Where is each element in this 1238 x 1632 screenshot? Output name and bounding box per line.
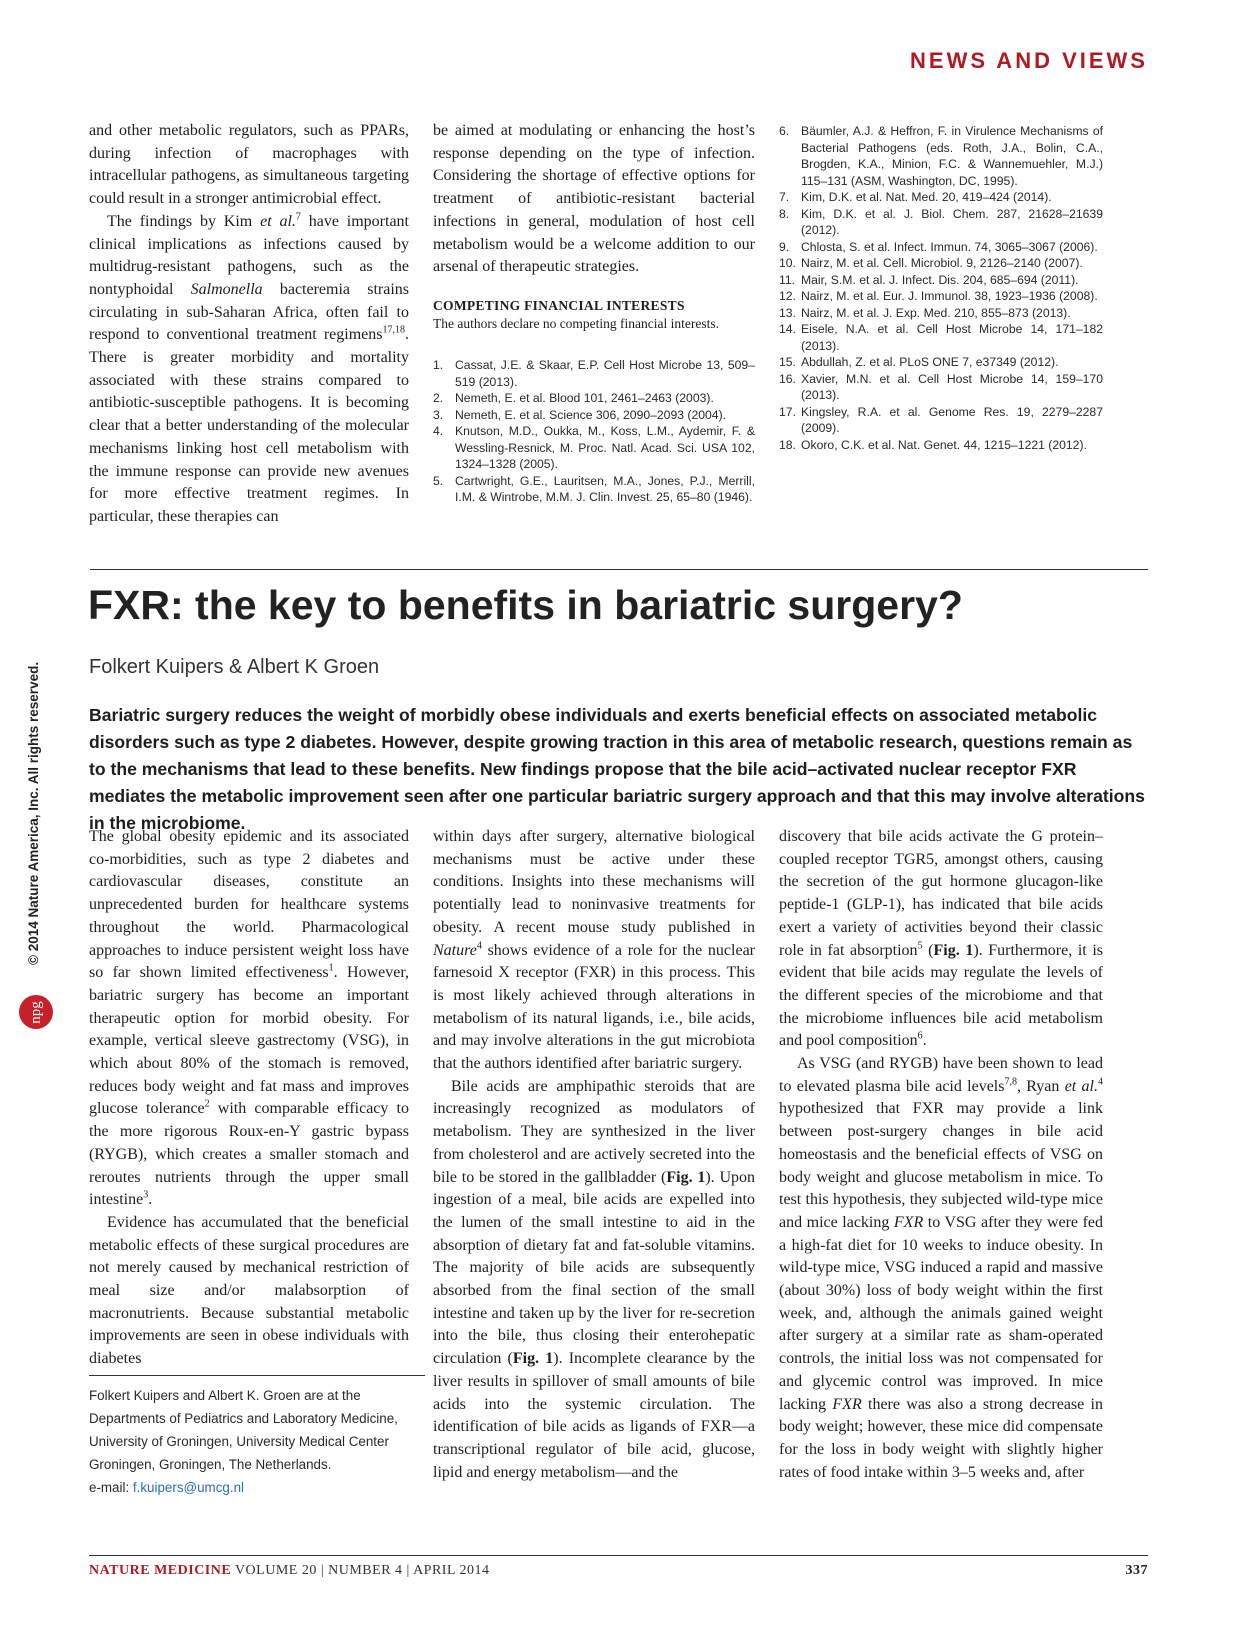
author-affiliation-footnote: Folkert Kuipers and Albert K. Groen are at the Departments of Pediatrics and Laboratory Medicine, University of Groningen, University Medical Center Groningen, Groningen, The Netherlands. e-mail: f.kuipers@umcg.nl <box>89 1388 398 1495</box>
reference-number: 16. <box>779 371 796 386</box>
reference-number: 15. <box>779 355 796 369</box>
reference-number: 18. <box>779 437 796 452</box>
reference-number: 5. <box>433 473 444 488</box>
figure-reference-link[interactable]: Fig. 1 <box>666 1168 706 1186</box>
author-email-link[interactable]: f.kuipers@umcg.nl <box>132 1480 244 1495</box>
page-footer <box>89 1563 1148 1579</box>
reference-item <box>779 239 1103 256</box>
article-authors: Folkert Kuipers & Albert K Groen <box>89 656 380 678</box>
reference-item <box>433 423 755 473</box>
prev-article-column-1 <box>89 120 409 529</box>
reference-text: Kim, D.K. et al. Nat. Med. 20, 419–424 (2014). <box>801 190 1052 204</box>
section-divider <box>90 569 1148 570</box>
prev-article-column-2 <box>433 120 755 333</box>
body-column-3 <box>779 826 1103 1484</box>
reference-number: 13. <box>779 305 796 320</box>
prev-article-paragraph: be aimed at modulating or enhancing the host’s response depending on the type of infection. Considering the shortage of effective options for treatment of antibiotic-resistant bacterial infections in general, modulation of host cell metabolism would be a welcome addition to our arsenal of therapeutic strategies. <box>433 122 755 276</box>
reference-item <box>779 371 1103 404</box>
competing-interests-text: The authors declare no competing financial interests. <box>433 315 720 331</box>
figure-reference-link[interactable]: Fig. 1 <box>933 941 974 959</box>
copyright-notice: © 2014 Nature America, Inc. All rights reserved. <box>26 661 41 965</box>
reference-item <box>433 390 755 407</box>
reference-number: 6. <box>779 124 790 138</box>
reference-text: Nemeth, E. et al. Science 306, 2090–2093 (2004). <box>455 407 727 422</box>
reference-text: Eisele, N.A. et al. Cell Host Microbe 14, 171–182 (2013). <box>801 322 1103 353</box>
references-list-1 <box>433 357 755 506</box>
reference-text: Okoro, C.K. et al. Nat. Genet. 44, 1215–1221 (2012). <box>801 437 1087 452</box>
body-paragraph: Evidence has accumulated that the beneficial metabolic effects of these surgical procedures are not merely caused by mechanical restriction of meal size and/or malabsorption of macronutrients. Because substantial metabolic improvements are seen in obese individuals with diabetes <box>89 1213 409 1368</box>
body-column-1 <box>89 826 409 1371</box>
reference-item <box>433 357 755 390</box>
npg-logo-icon <box>19 995 53 1029</box>
body-paragraph: As VSG (and RYGB) have been shown to lead to elevated plasma bile acid levels$^{7,8}$, Ryan et al.$^4$ hypothesized that FXR may provide a link between post-surgery changes in bile acid homeostasis and the beneficial effects of VSG on body weight and glucose metabolism in mice. To test this hypothesis, they subjected wild-type mice and mice lacking FXR to VSG after they were fed a high-fat diet for 10 weeks to induce obesity. In wild-type mice, VSG induced a rapid and massive (about 30%) loss of body weight within the first week, and, although the animals gained weight after surgery at a similar rate as sham-operated controls, the initial loss was not compensated for and glycemic control was improved. In mice lacking FXR there was also a strong decrease in body weight; however, these mice did compensate for the loss in body weight with slightly higher rates of food intake within 3–5 weeks and, after <box>779 1055 1103 1481</box>
page-number: 337 <box>1125 1563 1148 1578</box>
reference-text: Kim, D.K. et al. J. Biol. Chem. 287, 21628–21639 (2012). <box>801 206 1103 237</box>
reference-number: 1. <box>433 358 444 372</box>
reference-number: 2. <box>433 391 444 405</box>
reference-item <box>779 255 1103 272</box>
reference-item <box>433 473 755 506</box>
figure-reference-link[interactable]: Fig. 1 <box>512 1350 554 1368</box>
reference-text: Cartwright, G.E., Lauritsen, M.A., Jones, P.J., Merrill, I.M. & Wintrobe, M.M. J. Clin. Invest. 25, 65–80 (1946). <box>455 473 755 504</box>
reference-text: Knutson, M.D., Oukka, M., Koss, L.M., Aydemir, F. & Wessling-Resnick, M. Proc. Natl. Acad. Sci. USA 102, 1324–1328 (2005). <box>455 424 755 471</box>
reference-item <box>779 305 1103 322</box>
reference-text: Chlosta, S. et al. Infect. Immun. 74, 3065–3067 (2006). <box>801 239 1098 254</box>
reference-number: 4. <box>433 424 444 438</box>
competing-interests-heading: COMPETING FINANCIAL INTERESTS <box>433 297 685 313</box>
reference-item <box>779 354 1103 371</box>
reference-number: 12. <box>779 289 796 303</box>
section-label: NEWS AND VIEWS <box>910 48 1148 73</box>
body-paragraph: The global obesity epidemic and its associated co-morbidities, such as type 2 diabetes and cardiovascular diseases, constitute an unprecedented burden for healthcare systems throughout the world. Pharmacological approaches to induce persistent weight loss have so far shown limited effectiveness$^1$. However, bariatric surgery has become an important therapeutic option for morbid obesity. For example, vertical sleeve gastrectomy (VSG), in which about 80% of the stomach is removed, reduces body weight and fat mass and improves glucose tolerance$^2$ with comparable efficacy to the more rigorous Roux-en-Y gastric bypass (RYGB), which creates a smaller stomach and reroutes nutrients through the upper small intestine$^3$. <box>89 828 410 1209</box>
reference-number: 17. <box>779 404 796 419</box>
reference-item <box>779 189 1103 206</box>
body-paragraph: within days after surgery, alternative biological mechanisms must be active under these conditions. Insights into these mechanisms will potentially lead to noninvasive treatments for obesity. A recent mouse study published in Nature$^4$ shows evidence of a role for the nuclear farnesoid X receptor (FXR) in this process. This is most likely achieved through alterations in metabolism of its natural ligands, i.e., bile acids, and may involve alterations in the gut microbiota that the authors identified after bariatric surgery. <box>433 828 755 1073</box>
reference-number: 3. <box>433 407 444 422</box>
footnote-divider <box>89 1375 425 1376</box>
prev-article-paragraph: and other metabolic regulators, such as PPARs, during infection of macrophages with intracellular pathogens, as simultaneous targeting could result in a stronger antimicrobial effect. <box>89 122 409 208</box>
reference-item <box>779 288 1103 305</box>
article-title: FXR: the key to benefits in bariatric surgery? <box>88 582 963 628</box>
prev-article-paragraph: The findings by Kim et al.$^7$ have important clinical implications as infections caused by multidrug-resistant pathogens, such as the nontyphoidal Salmonella bacteremia strains circulating in sub-Saharan Africa, often fail to respond to conventional treatment regimens$^{17,18}$. There is greater morbidity and mortality associated with these strains compared to antibiotic-susceptible pathogens. It is becoming clear that a better understanding of the molecular mechanisms linking host cell metabolism with the immune response can provide new avenues for more effective treatment regimes. In particular, these therapies can <box>89 211 409 525</box>
reference-item <box>779 206 1103 239</box>
reference-text: Xavier, M.N. et al. Cell Host Microbe 14, 159–170 (2013). <box>801 371 1103 402</box>
reference-item <box>779 272 1103 289</box>
body-column-2 <box>433 826 755 1484</box>
reference-text: Cassat, J.E. & Skaar, E.P. Cell Host Microbe 13, 509–519 (2013). <box>455 358 755 389</box>
footer-divider <box>89 1555 1148 1556</box>
body-paragraph: Bile acids are amphipathic steroids that are increasingly recognized as modulators of metabolism. They are synthesized in the liver from cholesterol and are actively secreted into the bile to be stored in the gallbladder (Fig. 1). Upon ingestion of a meal, bile acids are expelled into the lumen of the small intestine to aid in the absorption of dietary fat and fat-soluble vitamins. The majority of bile acids are subsequently absorbed from the final section of the small intestine and taken up by the liver for re-secretion into the bile, thus closing their enterohepatic circulation (Fig. 1). Incomplete clearance by the liver results in spillover of small amounts of bile acids into the systemic circulation. The identification of bile acids as ligands of FXR—a transcriptional regulator of bile acid, glucose, lipid and energy metabolism—and the <box>433 1077 755 1481</box>
reference-item <box>779 437 1103 454</box>
article-standfirst: Bariatric surgery reduces the weight of morbidly obese individuals and exerts beneficial effects on associated metabolic disorders such as type 2 diabetes. However, despite growing traction in this area of metabolic research, questions remain as to the mechanisms that lead to these benefits. New findings propose that the bile acid–activated nuclear receptor FXR mediates the metabolic improvement seen after one particular bariatric surgery approach and that this may involve alterations in the microbiome. <box>89 705 1145 833</box>
reference-item <box>779 123 1103 189</box>
reference-number: 10. <box>779 256 796 270</box>
reference-number: 7. <box>779 190 790 204</box>
reference-text: Kingsley, R.A. et al. Genome Res. 19, 2279–2287 (2009). <box>801 404 1103 435</box>
reference-text: Nairz, M. et al. Cell. Microbiol. 9, 2126–2140 (2007). <box>801 256 1083 270</box>
reference-number: 11. <box>779 272 796 287</box>
reference-number: 9. <box>779 239 790 254</box>
reference-item <box>433 407 755 424</box>
reference-number: 14. <box>779 322 796 336</box>
references-list-2 <box>779 123 1103 453</box>
issue-info: VOLUME 20 | NUMBER 4 | APRIL 2014 <box>231 1563 490 1578</box>
reference-item <box>779 404 1103 437</box>
reference-item <box>779 321 1103 354</box>
reference-text: Nairz, M. et al. J. Exp. Med. 210, 855–873 (2013). <box>801 305 1071 320</box>
reference-text: Nairz, M. et al. Eur. J. Immunol. 38, 1923–1936 (2008). <box>801 289 1098 303</box>
reference-text: Mair, S.M. et al. J. Infect. Dis. 204, 685–694 (2011). <box>801 272 1079 287</box>
reference-text: Nemeth, E. et al. Blood 101, 2461–2463 (2003). <box>455 391 714 405</box>
reference-number: 8. <box>779 206 790 221</box>
body-paragraph: discovery that bile acids activate the G protein–coupled receptor TGR5, amongst others, causing the secretion of the gut hormone glucagon-like peptide-1 (GLP-1), has indicated that bile acids exert a variety of activities beyond their classic role in fat absorption$^5$ (Fig. 1). Furthermore, it is evident that bile acids may regulate the levels of the different species of the microbiome and that the microbiome influences bile acid metabolism and pool composition$^6$. <box>779 828 1104 1050</box>
reference-text: Abdullah, Z. et al. PLoS ONE 7, e37349 (2012). <box>801 355 1059 369</box>
reference-text: Bäumler, A.J. & Heffron, F. in Virulence Mechanisms of Bacterial Pathogens (eds. Roth, J.A., Bolin, C.A., Brogden, K.A., Minion, F.C. & Wannemuehler, M.J.) 115–131 (ASM, Washington, DC, 1995). <box>801 124 1103 188</box>
journal-name: NATURE MEDICINE <box>89 1563 232 1578</box>
npg-logo-text: npg <box>27 1000 44 1024</box>
